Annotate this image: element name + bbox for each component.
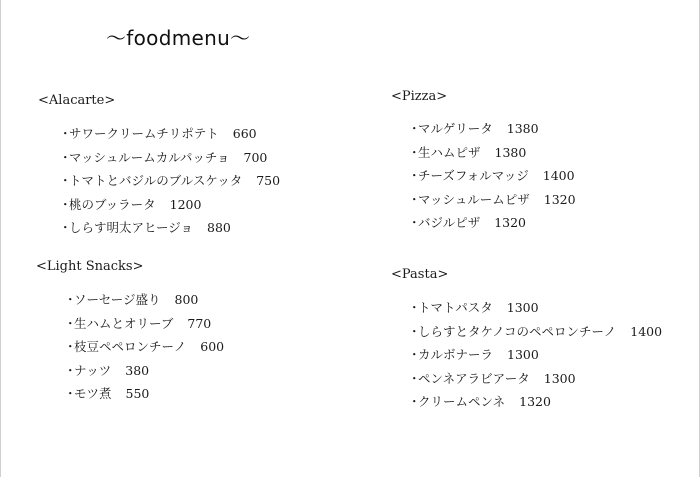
bullet: ・	[64, 362, 77, 378]
bullet: ・	[408, 347, 421, 362]
item-name: 枝豆ペペロンチーノ	[74, 339, 187, 354]
menu-item	[64, 312, 224, 336]
bullet: ・	[59, 220, 72, 235]
bullet: ・	[408, 394, 421, 409]
bullet: ・	[64, 339, 77, 354]
item-name: しらすとタケノコのペペロンチーノ	[418, 323, 617, 339]
section-light-snacks	[36, 259, 224, 406]
bullet: ・	[408, 168, 421, 183]
section-alacarte	[38, 93, 280, 240]
menu-item	[408, 343, 662, 367]
menu-item	[59, 193, 280, 217]
section-heading-pizza: <Pizza>	[391, 89, 448, 104]
item-price: 1300	[507, 347, 539, 362]
section-heading-light-snacks: <Light Snacks>	[36, 259, 144, 274]
item-name: しらす明太アヒージョ	[69, 220, 194, 235]
item-name: サワークリームチリポテト	[69, 126, 219, 141]
section-heading-pasta: <Pasta>	[391, 267, 449, 282]
menu-item	[59, 146, 280, 170]
item-price: 1320	[543, 191, 576, 207]
item-price: 1320	[519, 394, 551, 409]
item-name: ソーセージ盛り	[74, 292, 161, 307]
bullet: ・	[64, 292, 77, 307]
bullet: ・	[408, 323, 421, 339]
menu-item	[408, 164, 576, 188]
item-price: 1400	[542, 168, 575, 183]
menu-item	[408, 188, 576, 212]
item-name: マルゲリータ	[418, 121, 493, 136]
menu-item	[64, 382, 224, 406]
bullet: ・	[408, 144, 421, 160]
item-price: 1380	[494, 144, 527, 160]
menu-item	[59, 122, 280, 146]
item-price: 770	[187, 315, 212, 331]
bullet: ・	[408, 370, 421, 386]
bullet: ・	[59, 126, 72, 141]
bullet: ・	[408, 300, 421, 315]
bullet: ・	[64, 315, 77, 331]
item-name: マッシュルームカルパッチョ	[69, 149, 230, 165]
menu-item	[408, 367, 662, 391]
item-name: トマトパスタ	[418, 300, 493, 315]
menu-item	[408, 320, 662, 344]
item-price: 660	[232, 126, 257, 141]
section-pizza	[391, 89, 576, 235]
bullet: ・	[408, 215, 421, 230]
item-name: モツ煮	[74, 386, 112, 401]
menu-item	[408, 141, 576, 165]
item-name: チーズフォルマッジ	[418, 168, 529, 183]
item-price: 1400	[630, 323, 663, 339]
item-price: 1320	[494, 215, 527, 230]
item-price: 700	[243, 149, 268, 165]
item-list-pizza	[408, 117, 576, 235]
item-name: クリームペンネ	[418, 394, 506, 409]
bullet: ・	[64, 386, 77, 401]
menu-item	[408, 296, 662, 320]
item-price: 750	[256, 173, 281, 188]
bullet: ・	[59, 149, 72, 165]
item-list-alacarte	[59, 122, 280, 240]
bullet: ・	[408, 191, 421, 207]
item-price: 380	[125, 362, 150, 378]
section-heading-alacarte: <Alacarte>	[38, 93, 116, 108]
item-name: カルボナーラ	[418, 347, 494, 362]
item-list-pasta	[408, 296, 662, 414]
menu-item	[408, 211, 576, 235]
item-name: ペンネアラビアータ	[418, 370, 530, 386]
item-list-light-snacks	[64, 288, 224, 406]
item-price: 880	[207, 220, 231, 235]
item-price: 550	[125, 386, 150, 401]
item-price: 1300	[543, 370, 576, 386]
menu-item	[59, 169, 280, 193]
menu-item	[408, 390, 662, 414]
menu-item	[64, 359, 224, 383]
bullet: ・	[408, 121, 421, 136]
section-pasta	[391, 267, 662, 414]
menu-item	[59, 216, 280, 240]
bullet: ・	[59, 196, 72, 212]
item-name: 生ハムピザ	[418, 144, 481, 160]
bullet: ・	[59, 173, 72, 188]
item-price: 800	[174, 292, 199, 307]
menu-item	[64, 288, 224, 312]
item-price: 600	[200, 339, 225, 354]
menu-item	[64, 335, 224, 359]
menu-title: 〜foodmenu〜	[106, 26, 251, 50]
item-name: ナッツ	[74, 362, 112, 378]
item-name: バジルピザ	[418, 215, 481, 230]
menu-item	[408, 117, 576, 141]
item-price: 1300	[506, 300, 539, 315]
item-name: 生ハムとオリーブ	[74, 315, 174, 331]
item-name: トマトとバジルのブルスケッタ	[69, 173, 243, 188]
item-price: 1380	[506, 121, 539, 136]
item-name: マッシュルームピザ	[418, 191, 530, 207]
item-price: 1200	[169, 196, 202, 212]
item-name: 桃のブッラータ	[69, 196, 156, 212]
